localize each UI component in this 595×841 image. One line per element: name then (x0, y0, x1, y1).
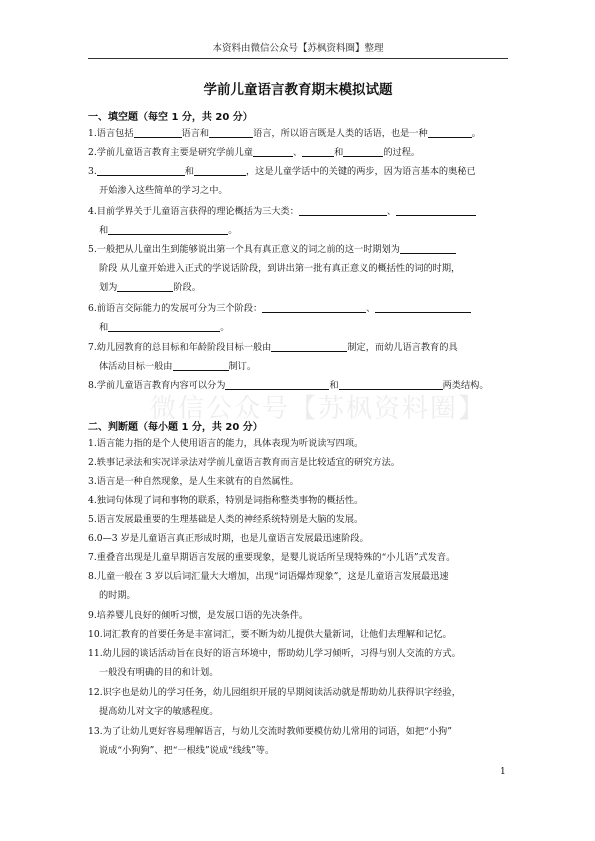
page-header: 本资料由微信公众号【苏枫资料圈】整理 (212, 43, 384, 54)
judge-item-10: 10.词汇教育的首要任务是丰富词汇，要不断为幼儿提供大量新词，让他们去理解和记忆。 (88, 629, 452, 640)
judge-item-13: 13.为了让幼儿更好容易理解语言，与幼儿交流时教师要模仿幼儿常用的词语，如把“小狗” 说成“小狗狗”、把“一根线”说成“线线”等。 (88, 726, 452, 756)
answer-blank[interactable] (339, 378, 443, 390)
judge-item-9: 9.培养婴儿良好的倾听习惯，是发展口语的先决条件。 (88, 610, 309, 621)
judge-item-2: 2.轶事记录法和实况详录法对学前儿童语言教育而言是比较适宜的研究方法。 (88, 457, 400, 468)
answer-blank[interactable] (209, 126, 253, 138)
judge-item-6: 6.0—3 岁是儿童语言真正形成时期，也是儿童语言发展最迅速阶段。 (88, 533, 369, 544)
answer-blank[interactable] (299, 204, 387, 216)
answer-blank[interactable] (400, 242, 456, 254)
answer-blank[interactable] (108, 223, 228, 235)
judge-item-11: 11.幼儿园的谈话活动旨在良好的语言环境中，帮助幼儿学习倾听，习得与别人交流的方式。 一般没有明确的目的和计划。 (88, 648, 461, 678)
answer-blank[interactable] (97, 164, 185, 176)
header-rule (88, 58, 508, 59)
answer-blank[interactable] (194, 164, 246, 176)
answer-blank[interactable] (343, 145, 383, 157)
answer-blank[interactable] (134, 126, 182, 138)
section-heading-judge: 二、判断题（每小题 1 分，共 20 分） (88, 422, 263, 433)
judge-item-4: 4.独词句体现了词和事物的联系，特别是词指称整类事物的概括性。 (88, 495, 364, 506)
fill-question-2: 2.学前儿童语言教育主要是研究学前儿童 、 和 的过程。 (88, 147, 421, 158)
answer-blank[interactable] (375, 301, 471, 313)
fill-question-1: 1.语言包括 语言和 语言，所以语言既是人类的话语，也是一种 。 (88, 128, 481, 139)
answer-blank[interactable] (173, 359, 229, 371)
answer-blank[interactable] (108, 320, 220, 332)
fill-question-3: 3. 和 ，这是儿童学话中的关键的两步，因为语言基本的奥秘已 开始渗入这些简单的学习之中。 (88, 166, 476, 196)
fill-question-6: 6.前语言交际能力的发展可分为三个阶段： 、 和 。 (88, 299, 520, 337)
answer-blank[interactable] (302, 145, 334, 157)
answer-blank[interactable] (262, 301, 366, 313)
watermark: 微信公众号【苏枫资料圈】 (150, 394, 487, 424)
fill-question-8: 8.学前儿童语言教育内容可以分为 和 两类结构。 (88, 380, 489, 391)
page-number: 1 (500, 767, 506, 777)
fill-question-7: 7.幼儿园教育的总目标和年龄阶段目标一般由 制定，而幼儿语言教育的具 体活动目标一般由 制订。 (88, 342, 458, 372)
judge-item-5: 5.语言发展最重要的生理基础是人类的神经系统特别是大脑的发展。 (88, 514, 364, 525)
answer-blank[interactable] (225, 378, 329, 390)
judge-item-1: 1.语言能力指的是个人使用语言的能力，具体表现为听说读写四项。 (88, 438, 364, 449)
answer-blank[interactable] (428, 126, 472, 138)
fill-question-5: 5.一般把从儿童出生到能够说出第一个具有真正意义的词之前的这一时期划为 阶段 从儿童开始进入正式的学说话阶段，到讲出第一批有真正意义的概括性的词的时期， 划为 阶段。 (88, 244, 461, 293)
section-heading-fill: 一、填空题（每空 1 分，共 20 分） (88, 112, 253, 123)
judge-item-12: 12.识字也是幼儿的学习任务，幼儿园组织开展的早期阅读活动就是帮助幼儿获得识字经验， 提高幼儿对文字的敏感程度。 (88, 687, 461, 717)
page-title: 学前儿童语言教育期末模拟试题 (203, 82, 393, 98)
answer-blank[interactable] (396, 204, 476, 216)
judge-item-7: 7.重叠音出现是儿童早期语言发展的重要现象，是婴儿说话所呈现特殊的“小儿语”式发音。 (88, 552, 456, 563)
answer-blank[interactable] (117, 280, 173, 292)
answer-blank[interactable] (253, 145, 293, 157)
fill-question-4: 4.目前学界关于儿童语言获得的理论概括为三大类： 、 和 。 (88, 202, 520, 240)
judge-item-3: 3.语言是一种自然现象，是人生来就有的自然属性。 (88, 476, 299, 487)
judge-item-8: 8.儿童一般在 3 岁以后词汇量大大增加，出现“词语爆炸现象”，这是儿童语言发展最迅速 的时期。 (88, 571, 449, 601)
answer-blank[interactable] (271, 340, 347, 352)
